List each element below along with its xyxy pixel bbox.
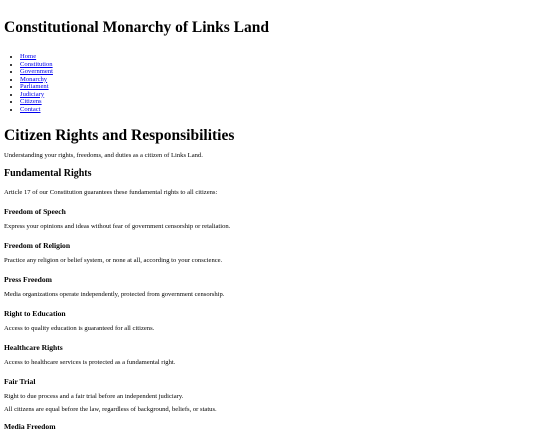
right-title: Fair Trial bbox=[4, 377, 36, 386]
nav-item-monarchy bbox=[20, 76, 536, 84]
equality-statement: All citizens are equal before the law, regardless of background, beliefs, or status. bbox=[4, 406, 217, 413]
section-title-media-freedom: Media Freedom bbox=[4, 422, 56, 431]
right-description: Practice any religion or belief system, or none at all, according to your conscience. bbox=[4, 257, 223, 264]
right-education bbox=[4, 309, 536, 333]
right-title: Press Freedom bbox=[4, 275, 53, 284]
page bbox=[0, 19, 540, 431]
right-description: Access to quality education is guaranteed for all citizens. bbox=[4, 325, 155, 332]
page-title: Citizen Rights and Responsibilities bbox=[4, 127, 235, 144]
nav-item-citizens bbox=[20, 98, 536, 106]
nav-link-judiciary[interactable]: Judiciary bbox=[20, 90, 45, 98]
right-title: Right to Education bbox=[4, 309, 66, 318]
right-press-freedom bbox=[4, 275, 536, 299]
right-title: Freedom of Speech bbox=[4, 207, 66, 216]
right-freedom-of-speech bbox=[4, 207, 536, 231]
right-description: Express your opinions and ideas without fear of government censorship or retaliation. bbox=[4, 223, 231, 230]
main-nav bbox=[4, 53, 536, 113]
page-intro: Understanding your rights, freedoms, and duties as a citizen of Links Land. bbox=[4, 152, 203, 159]
nav-link-government[interactable]: Government bbox=[20, 68, 53, 75]
nav-item-home bbox=[20, 53, 536, 61]
nav-item-government bbox=[20, 68, 536, 76]
nav-link-constitution[interactable]: Constitution bbox=[20, 60, 53, 68]
nav-item-contact bbox=[20, 106, 536, 114]
right-freedom-of-religion bbox=[4, 241, 536, 265]
right-healthcare bbox=[4, 343, 536, 367]
section-intro: Article 17 of our Constitution guarantees these fundamental rights to all citizens: bbox=[4, 189, 218, 196]
right-fair-trial bbox=[4, 377, 536, 401]
nav-item-parliament bbox=[20, 83, 536, 91]
section-title-fundamental-rights: Fundamental Rights bbox=[4, 168, 92, 179]
right-title: Freedom of Religion bbox=[4, 241, 71, 250]
nav-link-monarchy[interactable]: Monarchy bbox=[20, 75, 48, 83]
nav-link-parliament[interactable]: Parliament bbox=[20, 83, 49, 90]
right-description: Right to due process and a fair trial before an independent judiciary. bbox=[4, 393, 184, 400]
site-title: Constitutional Monarchy of Links Land bbox=[4, 19, 269, 36]
nav-item-constitution bbox=[20, 61, 536, 69]
right-description: Access to healthcare services is protected as a fundamental right. bbox=[4, 359, 176, 366]
right-title: Healthcare Rights bbox=[4, 343, 63, 352]
nav-link-contact[interactable]: Contact bbox=[20, 105, 41, 113]
nav-link-citizens[interactable]: Citizens bbox=[20, 98, 42, 105]
nav-link-home[interactable]: Home bbox=[20, 53, 37, 60]
right-description: Media organizations operate independently, protected from government censorship. bbox=[4, 291, 225, 298]
nav-item-judiciary bbox=[20, 91, 536, 99]
